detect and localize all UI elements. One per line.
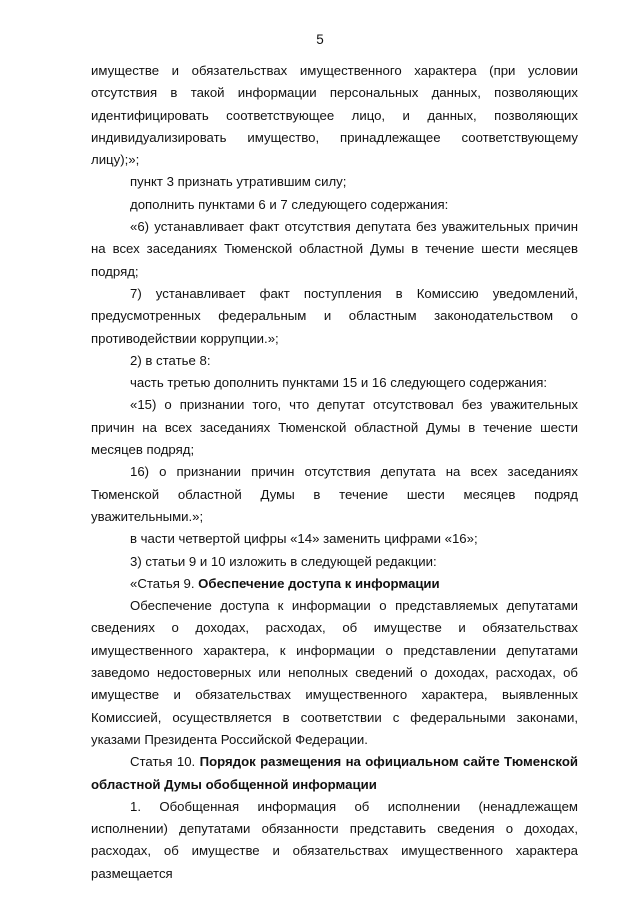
paragraph-item-15: «15) о признании того, что депутат отсутствовал без уважительных причин на всех заседаниях Тюменской областной Думы в течение шести месяцев подряд; [91, 397, 578, 458]
paragraph-add-items-15-16: часть третью дополнить пунктами 15 и 16 следующего содержания: [130, 375, 548, 391]
paragraph-part-four: в части четвертой цифры «14» заменить цифрами «16»; [130, 531, 478, 547]
article-9-number: «Статья 9. [130, 575, 199, 591]
paragraph-item-6: «6) устанавливает факт отсутствия депутата без уважительных причин на всех заседаниях Тюменской областной Думы в течение шести месяцев подряд; [91, 219, 578, 279]
article-10-number: Статья 10. [130, 754, 200, 770]
paragraph-item-3-repeal: пункт 3 признать утратившим силу; [130, 174, 347, 190]
article-9-body: Обеспечение доступа к информации о представляемых депутатами сведениях о доходах, расходах, об имуществе и обязательствах имущественного характера, к информации о представлении депутатами заведомо недостоверных или неполных сведений о доходах, расходах, об имуществе и обязательствах имущественного характера, выявленных Комиссией, осуществляется в соответствии с федеральными законами, указами Президента Российской Федерации. [91, 598, 578, 747]
article-10-title: Порядок размещения на официальном сайте Тюменской областной Думы обобщенной информации [91, 754, 578, 792]
paragraph-article-8: 2) в статье 8: [130, 352, 211, 368]
paragraph-item-7: 7) устанавливает факт поступления в Комиссию уведомлений, предусмотренных федеральным и областным законодательством о противодействии коррупции.»; [91, 285, 578, 346]
document-body [91, 60, 578, 885]
page-number: 5 [316, 32, 324, 47]
paragraph-continuation: имуществе и обязательствах имущественного характера (при условии отсутствия в такой информации персональных данных, позволяющих идентифицировать соответствующее лицо, и данных, позволяющих индивидуализировать имущество, принадлежащее соответствующему лицу);»; [91, 63, 578, 168]
paragraph-item-16: 16) о признании причин отсутствия депутата на всех заседаниях Тюменской областной Думы в течение шести месяцев подряд уважительными.»; [91, 464, 578, 524]
article-9-heading [91, 573, 578, 595]
paragraph-articles-9-10: 3) статьи 9 и 10 изложить в следующей редакции: [130, 553, 437, 569]
article-10-part-1: 1. Обобщенная информация об исполнении (ненадлежащем исполнении) депутатами обязанности представить сведения о доходах, расходах, об имуществе и обязательствах имущественного характера размещается [91, 798, 578, 881]
article-10-heading [91, 751, 578, 796]
paragraph-add-items-6-7: дополнить пунктами 6 и 7 следующего содержания: [130, 196, 449, 212]
article-9-title: Обеспечение доступа к информации [198, 575, 440, 591]
